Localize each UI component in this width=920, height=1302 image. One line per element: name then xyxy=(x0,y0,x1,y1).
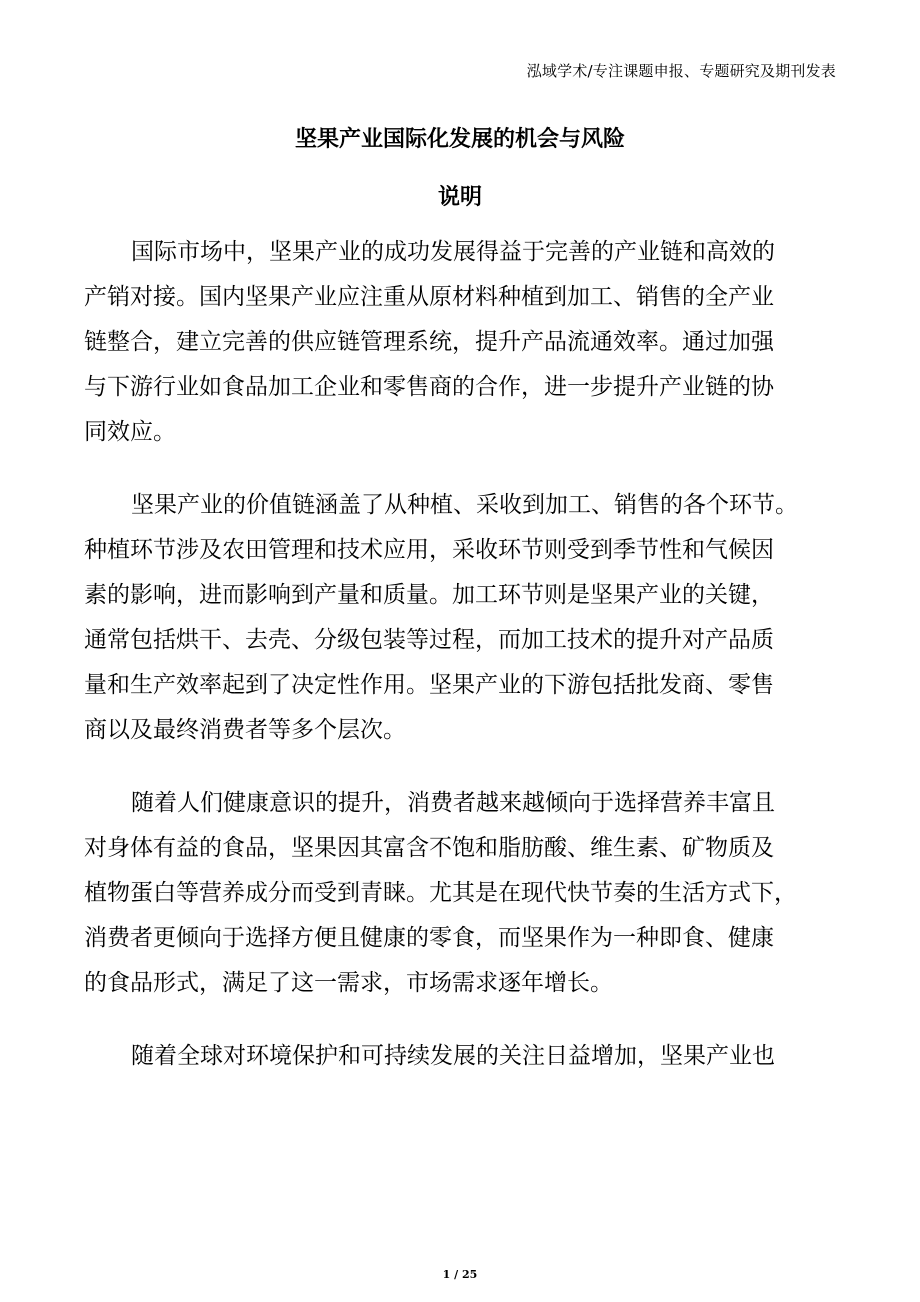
paragraph-line: 坚果产业的价值链涵盖了从种植、采收到加工、销售的各个环节。 xyxy=(131,492,798,518)
paragraph-line: 素的影响，进而影响到产量和质量。加工环节则是坚果产业的关键， xyxy=(84,582,774,608)
paragraph-line: 对身体有益的食品，坚果因其富含不饱和脂肪酸、维生素、矿物质及 xyxy=(84,835,774,861)
paragraph-line: 种植环节涉及农田管理和技术应用，采收环节则受到季节性和气候因 xyxy=(84,537,774,563)
paragraph-line: 通常包括烘干、去壳、分级包装等过程，而加工技术的提升对产品质 xyxy=(84,627,774,653)
paragraph-4 xyxy=(84,1034,854,1079)
paragraph-line: 同效应。 xyxy=(84,419,176,445)
paragraph-line: 链整合，建立完善的供应链管理系统，提升产品流通效率。通过加强 xyxy=(84,329,774,355)
paragraph-line: 产销对接。国内坚果产业应注重从原材料种植到加工、销售的全产业 xyxy=(84,284,774,310)
paragraph-line: 随着人们健康意识的提升，消费者越来越倾向于选择营养丰富且 xyxy=(131,790,775,816)
document-subtitle: 说明 xyxy=(437,185,482,210)
paragraph-line: 植物蛋白等营养成分而受到青睐。尤其是在现代快节奏的生活方式下， xyxy=(84,880,797,906)
paragraph-line: 商以及最终消费者等多个层次。 xyxy=(84,717,406,743)
paragraph-1 xyxy=(84,230,854,455)
page-number: 1 / 25 xyxy=(442,1268,478,1281)
paragraph-line: 随着全球对环境保护和可持续发展的关注日益增加，坚果产业也 xyxy=(131,1043,775,1069)
document-body xyxy=(84,230,854,1107)
paragraph-2 xyxy=(84,483,854,753)
paragraph-line: 与下游行业如食品加工企业和零售商的合作，进一步提升产业链的协 xyxy=(84,374,774,400)
header-text: 泓域学术/专注课题申报、专题研究及期刊发表 xyxy=(526,62,836,80)
paragraph-line: 量和生产效率起到了决定性作用。坚果产业的下游包括批发商、零售 xyxy=(84,672,774,698)
paragraph-line: 国际市场中，坚果产业的成功发展得益于完善的产业链和高效的 xyxy=(131,239,775,265)
paragraph-line: 消费者更倾向于选择方便且健康的零食，而坚果作为一种即食、健康 xyxy=(84,925,774,951)
document-title: 坚果产业国际化发展的机会与风险 xyxy=(294,127,625,152)
paragraph-line: 的食品形式，满足了这一需求，市场需求逐年增长。 xyxy=(84,970,613,996)
paragraph-3 xyxy=(84,781,854,1006)
